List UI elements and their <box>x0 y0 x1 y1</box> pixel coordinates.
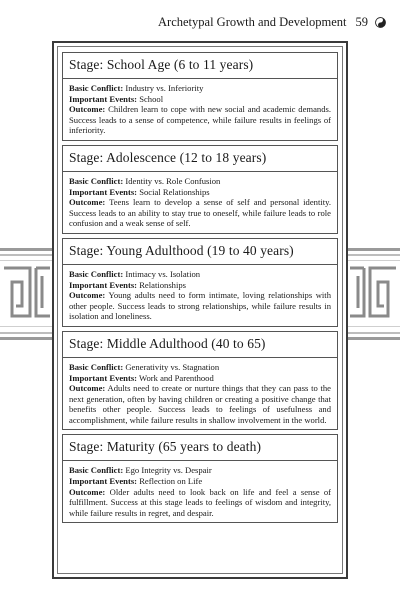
important-events-label: Important Events: <box>69 279 138 290</box>
important-events-row <box>69 94 331 105</box>
stage-body <box>63 79 337 136</box>
stage-middle-adulthood <box>62 331 338 431</box>
stages-frame <box>52 41 348 579</box>
basic-conflict-value: Generativity vs. Stagnation <box>125 361 220 372</box>
stage-adolescence <box>62 145 338 234</box>
stage-body <box>63 265 337 322</box>
basic-conflict-row <box>69 269 331 280</box>
important-events-value: School <box>139 93 164 104</box>
basic-conflict-label: Basic Conflict: <box>69 175 124 186</box>
stage-body <box>63 172 337 229</box>
outcome-label: Outcome: <box>69 197 106 208</box>
basic-conflict-row <box>69 362 331 373</box>
outcome-row <box>69 290 331 322</box>
stage-body <box>63 358 337 426</box>
basic-conflict-value: Industry vs. Inferiority <box>125 83 204 93</box>
important-events-label: Important Events: <box>69 476 138 487</box>
basic-conflict-value: Ego Integrity vs. Despair <box>125 465 212 476</box>
stage-young-adulthood <box>62 238 338 327</box>
important-events-row <box>69 373 331 384</box>
outcome-label: Outcome: <box>69 290 106 301</box>
important-events-value: Work and Parenthood <box>139 372 214 383</box>
basic-conflict-label: Basic Conflict: <box>69 83 124 93</box>
outcome-row <box>69 383 331 425</box>
basic-conflict-label: Basic Conflict: <box>69 361 124 372</box>
running-title: Archetypal Growth and Development <box>158 14 347 29</box>
outcome-value: Older adults need to look back on life and feel a sense of fulfillment. Success at this stage leads to feelings of wisdom and integrity, while failure results in regret, and despair. <box>69 486 332 518</box>
important-events-value: Reflection on Life <box>139 476 203 487</box>
outcome-value: Teens learn to develop a sense of self and personal identity. Success leads to an ability to stay true to oneself, while failure leads to role confusion and a weak sense of self. <box>69 197 332 229</box>
running-header <box>60 14 386 30</box>
important-events-row <box>69 187 331 198</box>
important-events-value: Social Relationships <box>139 186 210 197</box>
greek-key-ornament-right <box>348 246 400 342</box>
stage-title: Stage: Maturity (65 years to death) <box>63 435 337 461</box>
important-events-value: Relationships <box>139 279 186 290</box>
basic-conflict-value: Intimacy vs. Isolation <box>125 268 201 279</box>
important-events-row <box>69 476 331 487</box>
basic-conflict-row <box>69 465 331 476</box>
basic-conflict-row <box>69 83 331 94</box>
outcome-value: Young adults need to form intimate, loving relationships with other people. Success leads to strong relationships, while failure results in isolation and loneliness. <box>69 290 331 322</box>
outcome-row <box>69 197 331 229</box>
outcome-label: Outcome: <box>69 104 106 115</box>
stage-title: Stage: School Age (6 to 11 years) <box>63 53 337 79</box>
outcome-label: Outcome: <box>69 383 106 394</box>
stage-title: Stage: Middle Adulthood (40 to 65) <box>63 332 337 358</box>
basic-conflict-label: Basic Conflict: <box>69 268 124 279</box>
yin-yang-icon <box>375 17 386 28</box>
important-events-label: Important Events: <box>69 372 138 383</box>
stage-title: Stage: Adolescence (12 to 18 years) <box>63 146 337 172</box>
outcome-label: Outcome: <box>69 486 106 497</box>
basic-conflict-value: Identity vs. Role Confusion <box>125 175 221 186</box>
important-events-label: Important Events: <box>69 93 138 104</box>
basic-conflict-row <box>69 176 331 187</box>
stage-school-age <box>62 52 338 141</box>
important-events-label: Important Events: <box>69 186 138 197</box>
stages-frame-inner <box>57 46 343 574</box>
basic-conflict-label: Basic Conflict: <box>69 465 124 476</box>
page-number: 59 <box>355 14 368 29</box>
greek-key-ornament-left <box>0 246 52 342</box>
outcome-value: Adults need to create or nurture things that they can pass to the next generation, often by having children or creating a positive change that benefits other people. Success leads to feelings of usefulness and accomplishment, while failure results in shallow involvement in the world. <box>69 383 331 425</box>
important-events-row <box>69 280 331 291</box>
stage-title: Stage: Young Adulthood (19 to 40 years) <box>63 239 337 265</box>
outcome-value: Children learn to cope with new social and academic demands. Success leads to a sense of competence, while failure results in feelings of inferiority. <box>69 104 331 136</box>
outcome-row <box>69 104 331 136</box>
outcome-row <box>69 487 331 519</box>
stage-maturity <box>62 434 338 523</box>
stage-body <box>63 461 337 518</box>
